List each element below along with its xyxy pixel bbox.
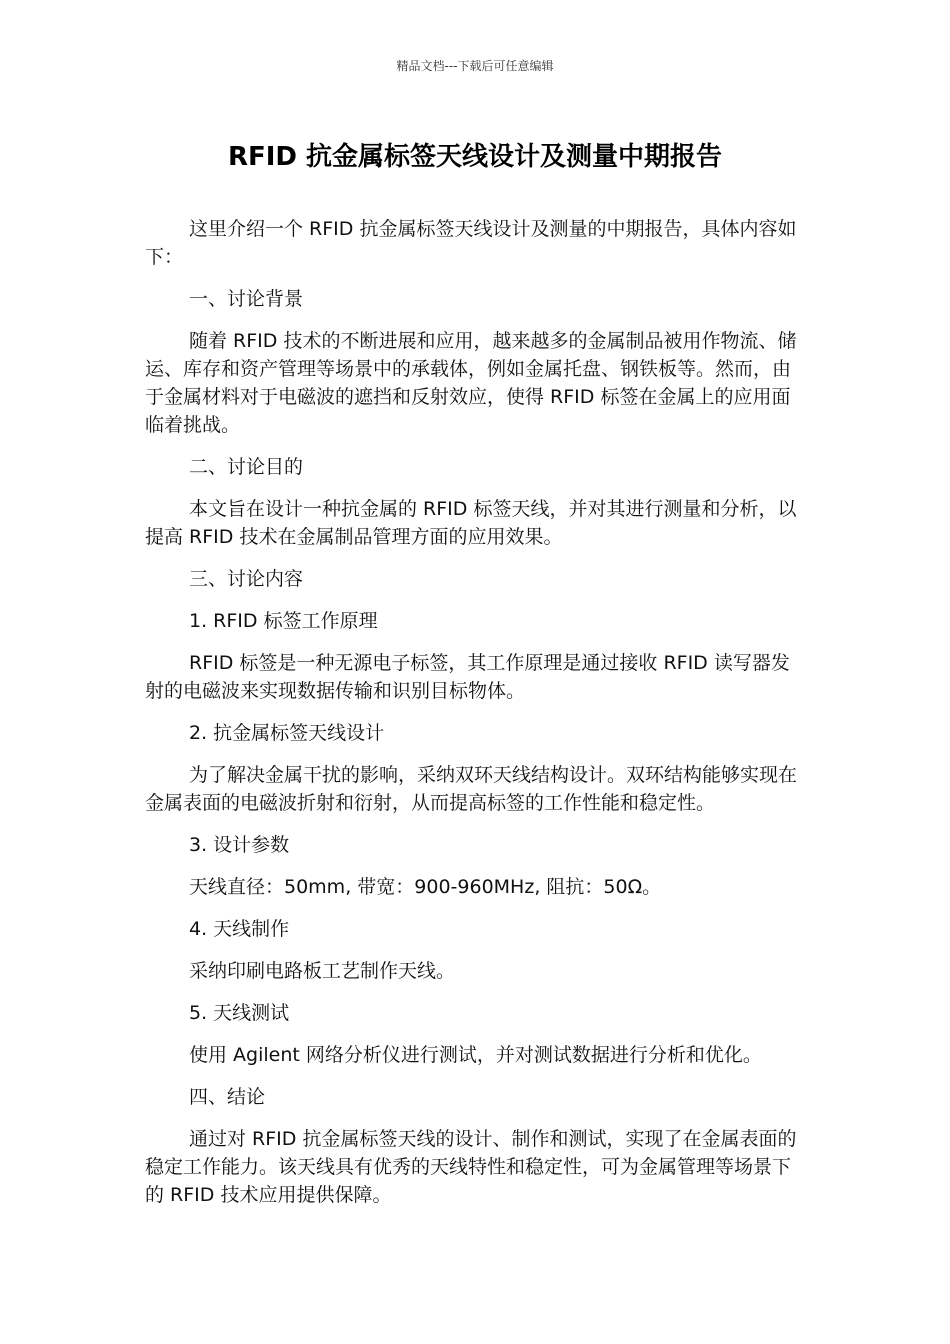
background-paragraph: 随着 RFID 技术的不断进展和应用，越来越多的金属制品被用作物流、储运、库存和资产管理等场景中的承载体，例如金属托盘、钢铁板等。然而，由于金属材料对于电磁波的遮挡和反射效应，使得 RFID 标签在金属上的应用面临着挑战。 xyxy=(145,330,797,436)
conclusion-paragraph: 通过对 RFID 抗金属标签天线的设计、制作和测试，实现了在金属表面的稳定工作能力。该天线具有优秀的天线特性和稳定性，可为金属管理等场景下的 RFID 技术应用提供保障。 xyxy=(145,1128,797,1206)
document-body xyxy=(145,215,805,1223)
antenna-design-paragraph: 为了解决金属干扰的影响，采纳双环天线结构设计。双环结构能够实现在金属表面的电磁波折射和衍射，从而提高标签的工作性能和稳定性。 xyxy=(145,764,798,814)
working-principle-paragraph: RFID 标签是一种无源电子标签，其工作原理是通过接收 RFID 读写器发射的电磁波来实现数据传输和识别目标物体。 xyxy=(145,652,790,702)
section-heading-purpose: 二、讨论目的 xyxy=(189,456,304,478)
page-header-note: 精品文档---下载后可任意编辑 xyxy=(396,59,554,73)
subheading-antenna-testing: 5. 天线测试 xyxy=(189,1002,290,1024)
section-heading-content: 三、讨论内容 xyxy=(189,568,304,590)
subheading-antenna-fabrication: 4. 天线制作 xyxy=(189,918,290,940)
antenna-fabrication-paragraph: 采纳印刷电路板工艺制作天线。 xyxy=(189,960,456,982)
subheading-working-principle: 1. RFID 标签工作原理 xyxy=(189,610,378,632)
design-parameters-paragraph: 天线直径：50mm, 带宽：900-960MHz, 阻抗：50Ω。 xyxy=(189,876,662,898)
subheading-antenna-design: 2. 抗金属标签天线设计 xyxy=(189,722,385,744)
purpose-paragraph: 本文旨在设计一种抗金属的 RFID 标签天线，并对其进行测量和分析，以提高 RFID 技术在金属制品管理方面的应用效果。 xyxy=(145,498,797,548)
intro-paragraph: 这里介绍一个 RFID 抗金属标签天线设计及测量的中期报告，具体内容如下： xyxy=(145,218,797,268)
document-title: RFID 抗金属标签天线设计及测量中期报告 xyxy=(227,142,723,172)
subheading-design-parameters: 3. 设计参数 xyxy=(189,834,290,856)
section-heading-background: 一、讨论背景 xyxy=(189,288,304,310)
section-heading-conclusion: 四、结论 xyxy=(189,1086,266,1108)
antenna-testing-paragraph: 使用 Agilent 网络分析仪进行测试，并对测试数据进行分析和优化。 xyxy=(189,1044,762,1066)
